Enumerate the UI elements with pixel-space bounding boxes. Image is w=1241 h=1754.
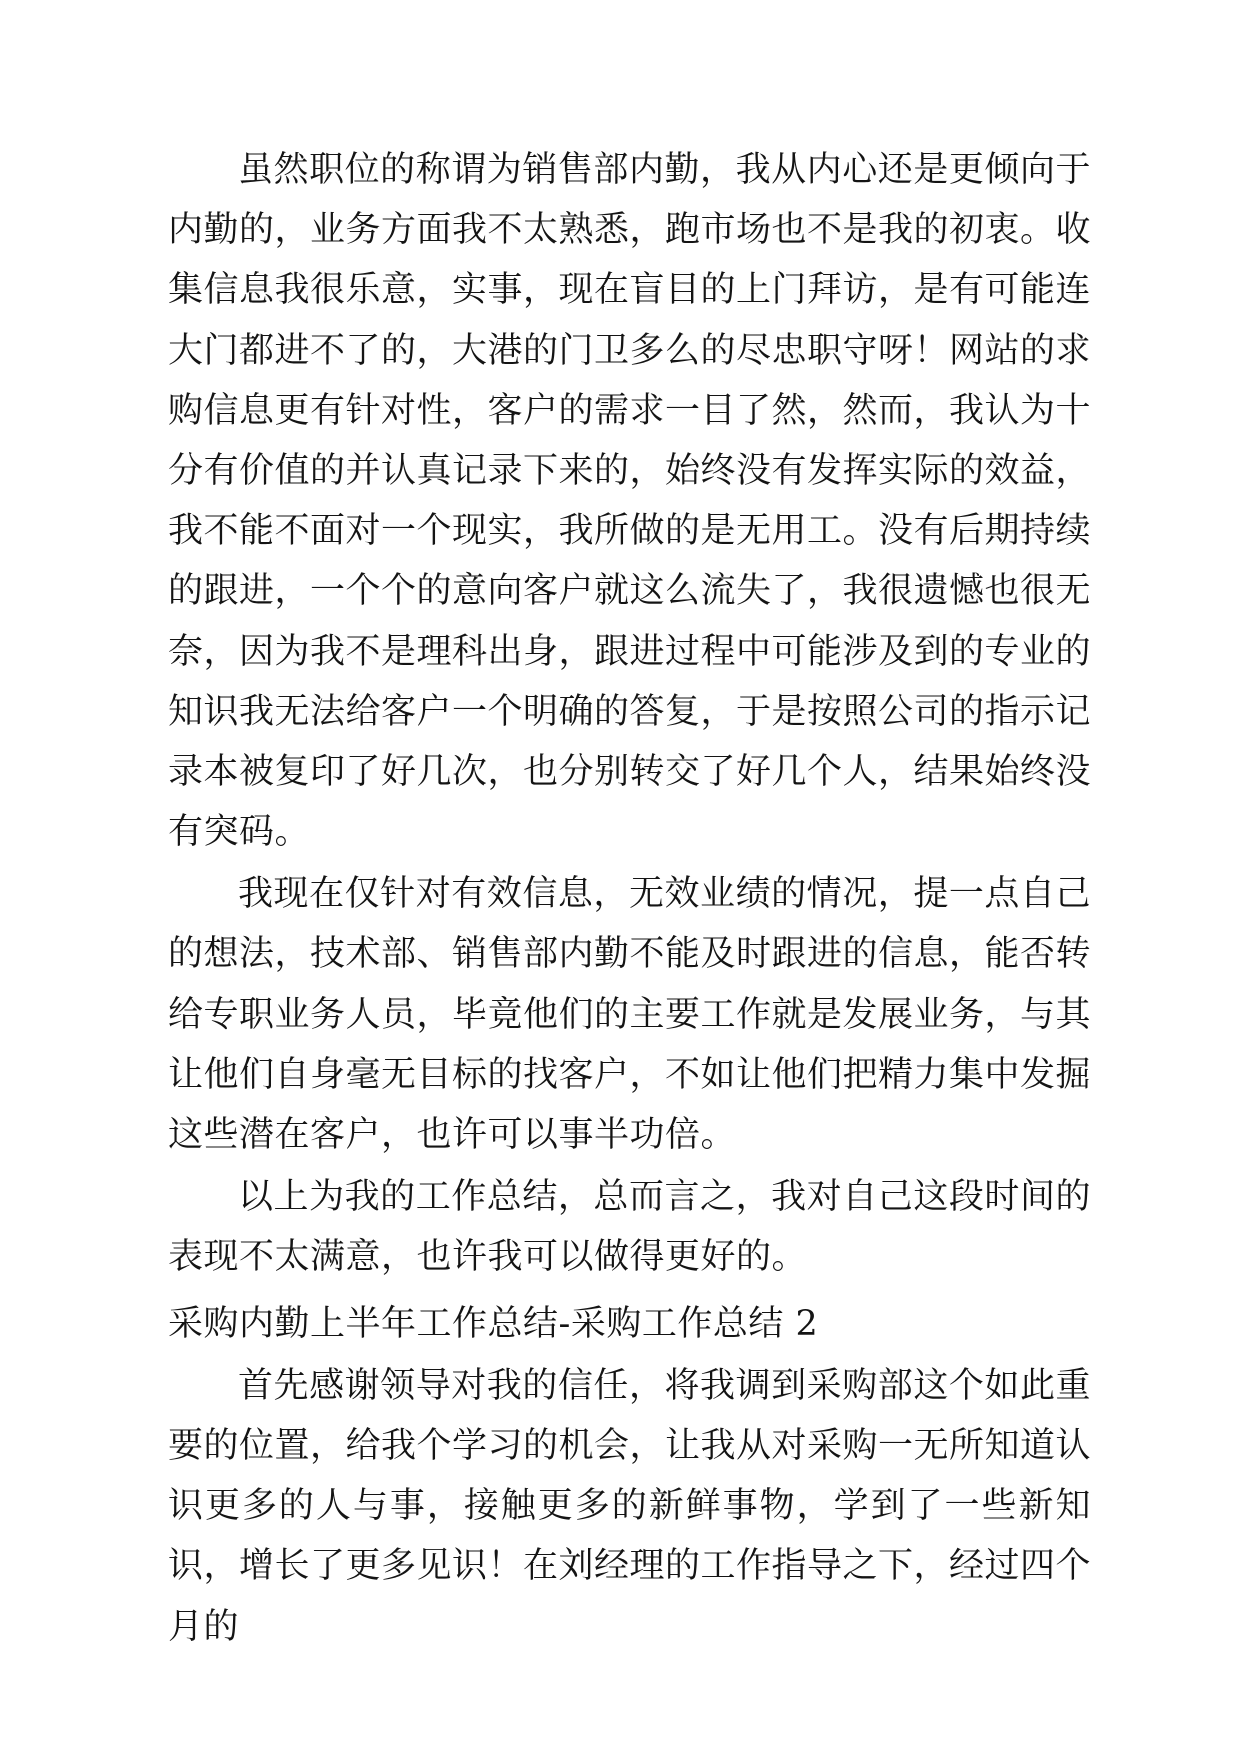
paragraph-1: 虽然职位的称谓为销售部内勤，我从内心还是更倾向于内勤的，业务方面我不太熟悉，跑市场也不是我的初衷。收集信息我很乐意，实事，现在盲目的上门拜访，是有可能连大门都进不了的，大港的门卫多么的尽忠职守呀！网站的求购信息更有针对性，客户的需求一目了然，然而，我认为十分有价值的并认真记录下来的，始终没有发挥实际的效益，我不能不面对一个现实，我所做的是无用工。没有后期持续的跟进，一个个的意向客户就这么流失了，我很遗憾也很无奈，因为我不是理科出身，跟进过程中可能涉及到的专业的知识我无法给客户一个明确的答复，于是按照公司的指示记录本被复印了好几次，也分别转交了好几个人，结果始终没有突码。 [168,150,1092,853]
paragraph-2: 我现在仅针对有效信息，无效业绩的情况，提一点自己的想法，技术部、销售部内勤不能及时跟进的信息，能否转给专职业务人员，毕竟他们的主要工作就是发展业务，与其让他们自身毫无目标的找客户，不如让他们把精力集中发掘这些潜在客户，也许可以事半功倍。 [168,874,1092,1155]
paragraph-3: 以上为我的工作总结，总而言之，我对自己这段时间的表现不太满意，也许我可以做得更好的。 [168,1177,1091,1278]
section-heading: 采购内勤上半年工作总结-采购工作总结 2 [168,1303,819,1344]
document-body [168,140,1091,1657]
paragraph-4: 首先感谢领导对我的信任，将我调到采购部这个如此重要的位置，给我个学习的机会，让我从对采购一无所知道认识更多的人与事，接触更多的新鲜事物，学到了一些新知识，增长了更多见识！在刘经理的工作指导之下，经过四个月的 [168,1365,1092,1647]
